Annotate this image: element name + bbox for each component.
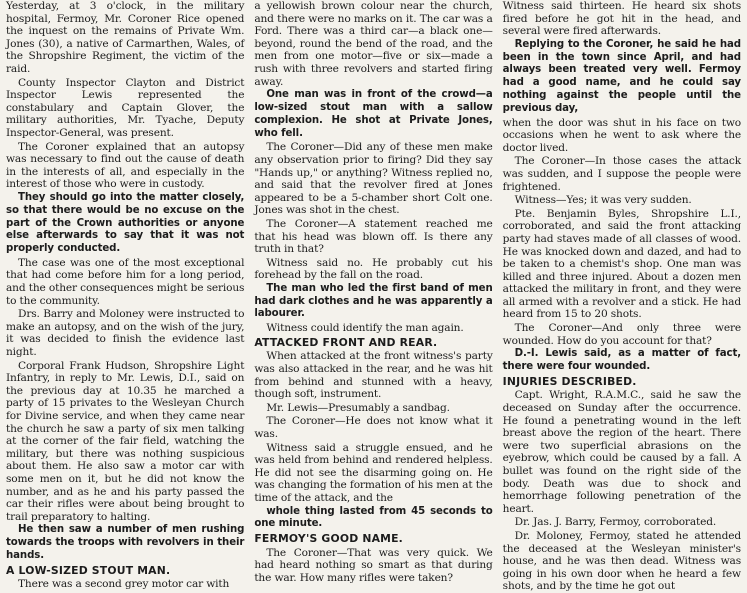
- bold-paragraph: One man was in front of the crowd—a low-sized stout man with a sallow complexion. He shot at Private Jones, who fell.: [254, 89, 493, 139]
- section-heading: A LOW-SIZED STOUT MAN.: [6, 563, 171, 577]
- bold-paragraph: The man who led the first band of men had dark clothes and he was apparently a labourer.: [254, 282, 493, 320]
- paragraph: Yesterday, at 3 o'clock, in the military hospital, Fermoy, Mr. Coroner Rice opened the inquest on the remains of Private Wm. Jones (30), a native of Carmarthen, Wales, of the Shropshire Regiment, the victim of the raid.: [6, 0, 245, 75]
- bold-paragraph: They should go into the matter closely, so that there would be no excuse on the part of the Crown authorities or anyone else afterwards to say that it was not properly conducted.: [6, 191, 245, 255]
- paragraph: Pte. Benjamin Byles, Shropshire L.I., corroborated, and said the front attacking party had staves made of all classes of wood. He was knocked down and dazed, and had to be taken to a chemist's shop. One man was killed and three injured. About a dozen men attacked the military in front, and they were all armed with a revolver and a stick. He had heard from 15 to 20 shots.: [502, 207, 741, 321]
- paragraph: Witness said thirteen. He heard six shots fired before he got hit in the head, and several were fired afterwards.: [502, 0, 741, 38]
- paragraph: Corporal Frank Hudson, Shropshire Light Infantry, in reply to Mr. Lewis, D.I., said on the previous day at 10.35 he marched a party of 15 privates to the Wesleyan Church for Divine service, and when they came near the church he saw a party of six men talking at the corner of the fair field, watching the military, but there was nothing suspicious about them. He also saw a motor car with some men on it, but he did not know the number, and as he and his party passed the car their rifles were about being brought to trail preparatory to halting.: [6, 359, 245, 523]
- section-heading: FERMOY'S GOOD NAME.: [254, 532, 403, 546]
- paragraph: The Coroner explained that an autopsy was necessary to find out the cause of death in the interests of all, and especially in the interest of those who were in custody.: [6, 140, 245, 191]
- paragraph: Mr. Lewis—Presumably a sandbag.: [266, 401, 450, 414]
- paragraph: Capt. Wright, R.A.M.C., said he saw the deceased on Sunday after the occurrence. He found a penetrating wound in the left breast above the region of the heart. There were two superficial abrasions on the eyebrow, which could be caused by a fall. A bullet was found on the right side of the body. Death was due to shock and hemorrhage following penetration of the heart.: [502, 389, 741, 515]
- paragraph: The Coroner—A statement reached me that his head was blown off. Is there any truth in that?: [254, 217, 493, 256]
- column-2: [254, 0, 493, 584]
- paragraph: when the door was shut in his face on two occasions when he went to ask where the doctor lived.: [502, 116, 741, 154]
- bold-paragraph: Replying to the Coroner, he said he had been in the town since April, and had always been treated very well. Fermoy had a good name, and he could say nothing against the people until the previous day,: [502, 38, 741, 114]
- paragraph: The Coroner—He does not know what it was.: [254, 415, 493, 441]
- bold-paragraph: whole thing lasted from 45 seconds to one minute.: [254, 505, 493, 530]
- paragraph: The case was one of the most exceptional that had come before him for a long period, and the other consequences might be serious to the community.: [6, 256, 245, 307]
- column-3: [502, 0, 741, 593]
- paragraph: Witness said a struggle ensued, and he was held from behind and rendered helpless. He did not see the disarming going on. He was changing the formation of his men at the time of the attack, and the: [254, 441, 493, 504]
- section-heading: INJURIES DESCRIBED.: [502, 374, 637, 388]
- paragraph: The Coroner—Did any of these men make any observation prior to firing? Did they say "Hands up," or anything? Witness replied no, and said that the revolver fired at Jones appeared to be a 5-chamber short Colt one. Jones was shot in the chest.: [254, 141, 493, 217]
- paragraph: Dr. Moloney, Fermoy, stated he attended the deceased at the Wesleyan minister's house, and he was then dead. Witness was going in his own door when he heard a few shots, and by the time he got out: [502, 529, 741, 593]
- paragraph: There was a second grey motor car with: [18, 578, 230, 591]
- paragraph: Dr. Jas. J. Barry, Fermoy, corroborated.: [514, 516, 717, 529]
- section-heading: ATTACKED FRONT AND REAR.: [254, 335, 438, 349]
- paragraph: When attacked at the front witness's party was also attacked in the rear, and he was hit from behind and stunned with a heavy, though soft, instrument.: [254, 350, 493, 401]
- paragraph: Witness said no. He probably cut his forehead by the fall on the road.: [254, 256, 493, 282]
- paragraph: a yellowish brown colour near the church, and there were no marks on it. The car was a Ford. There was a third car—a black one—beyond, round the bend of the road, and the men from one motor—five or six—made a rush with three revolvers and started firing away.: [254, 0, 493, 88]
- bold-paragraph: D.-I. Lewis said, as a matter of fact, there were four wounded.: [502, 348, 741, 373]
- paragraph: County Inspector Clayton and District Inspector Lewis represented the constabulary and Captain Glover, the military authorities, Mr. Tyache, Deputy Inspector-General, was present.: [6, 76, 245, 139]
- paragraph: Witness could identify the man again.: [266, 322, 464, 335]
- paragraph: Drs. Barry and Moloney were instructed to make an autopsy, and on the wish of the jury, it was decided to finish the evidence last night.: [6, 308, 245, 359]
- column-1: [6, 0, 245, 591]
- paragraph: The Coroner—That was very quick. We had heard nothing so smart as that during the war. How many rifles were taken?: [254, 546, 493, 584]
- paragraph: Witness—Yes; it was very sudden.: [514, 194, 692, 207]
- bold-paragraph: He then saw a number of men rushing towards the troops with revolvers in their hands.: [6, 524, 245, 561]
- paragraph: The Coroner—And only three were wounded. How do you account for that?: [502, 322, 741, 347]
- paragraph: The Coroner—In those cases the attack was sudden, and I suppose the people were frightened.: [502, 155, 741, 193]
